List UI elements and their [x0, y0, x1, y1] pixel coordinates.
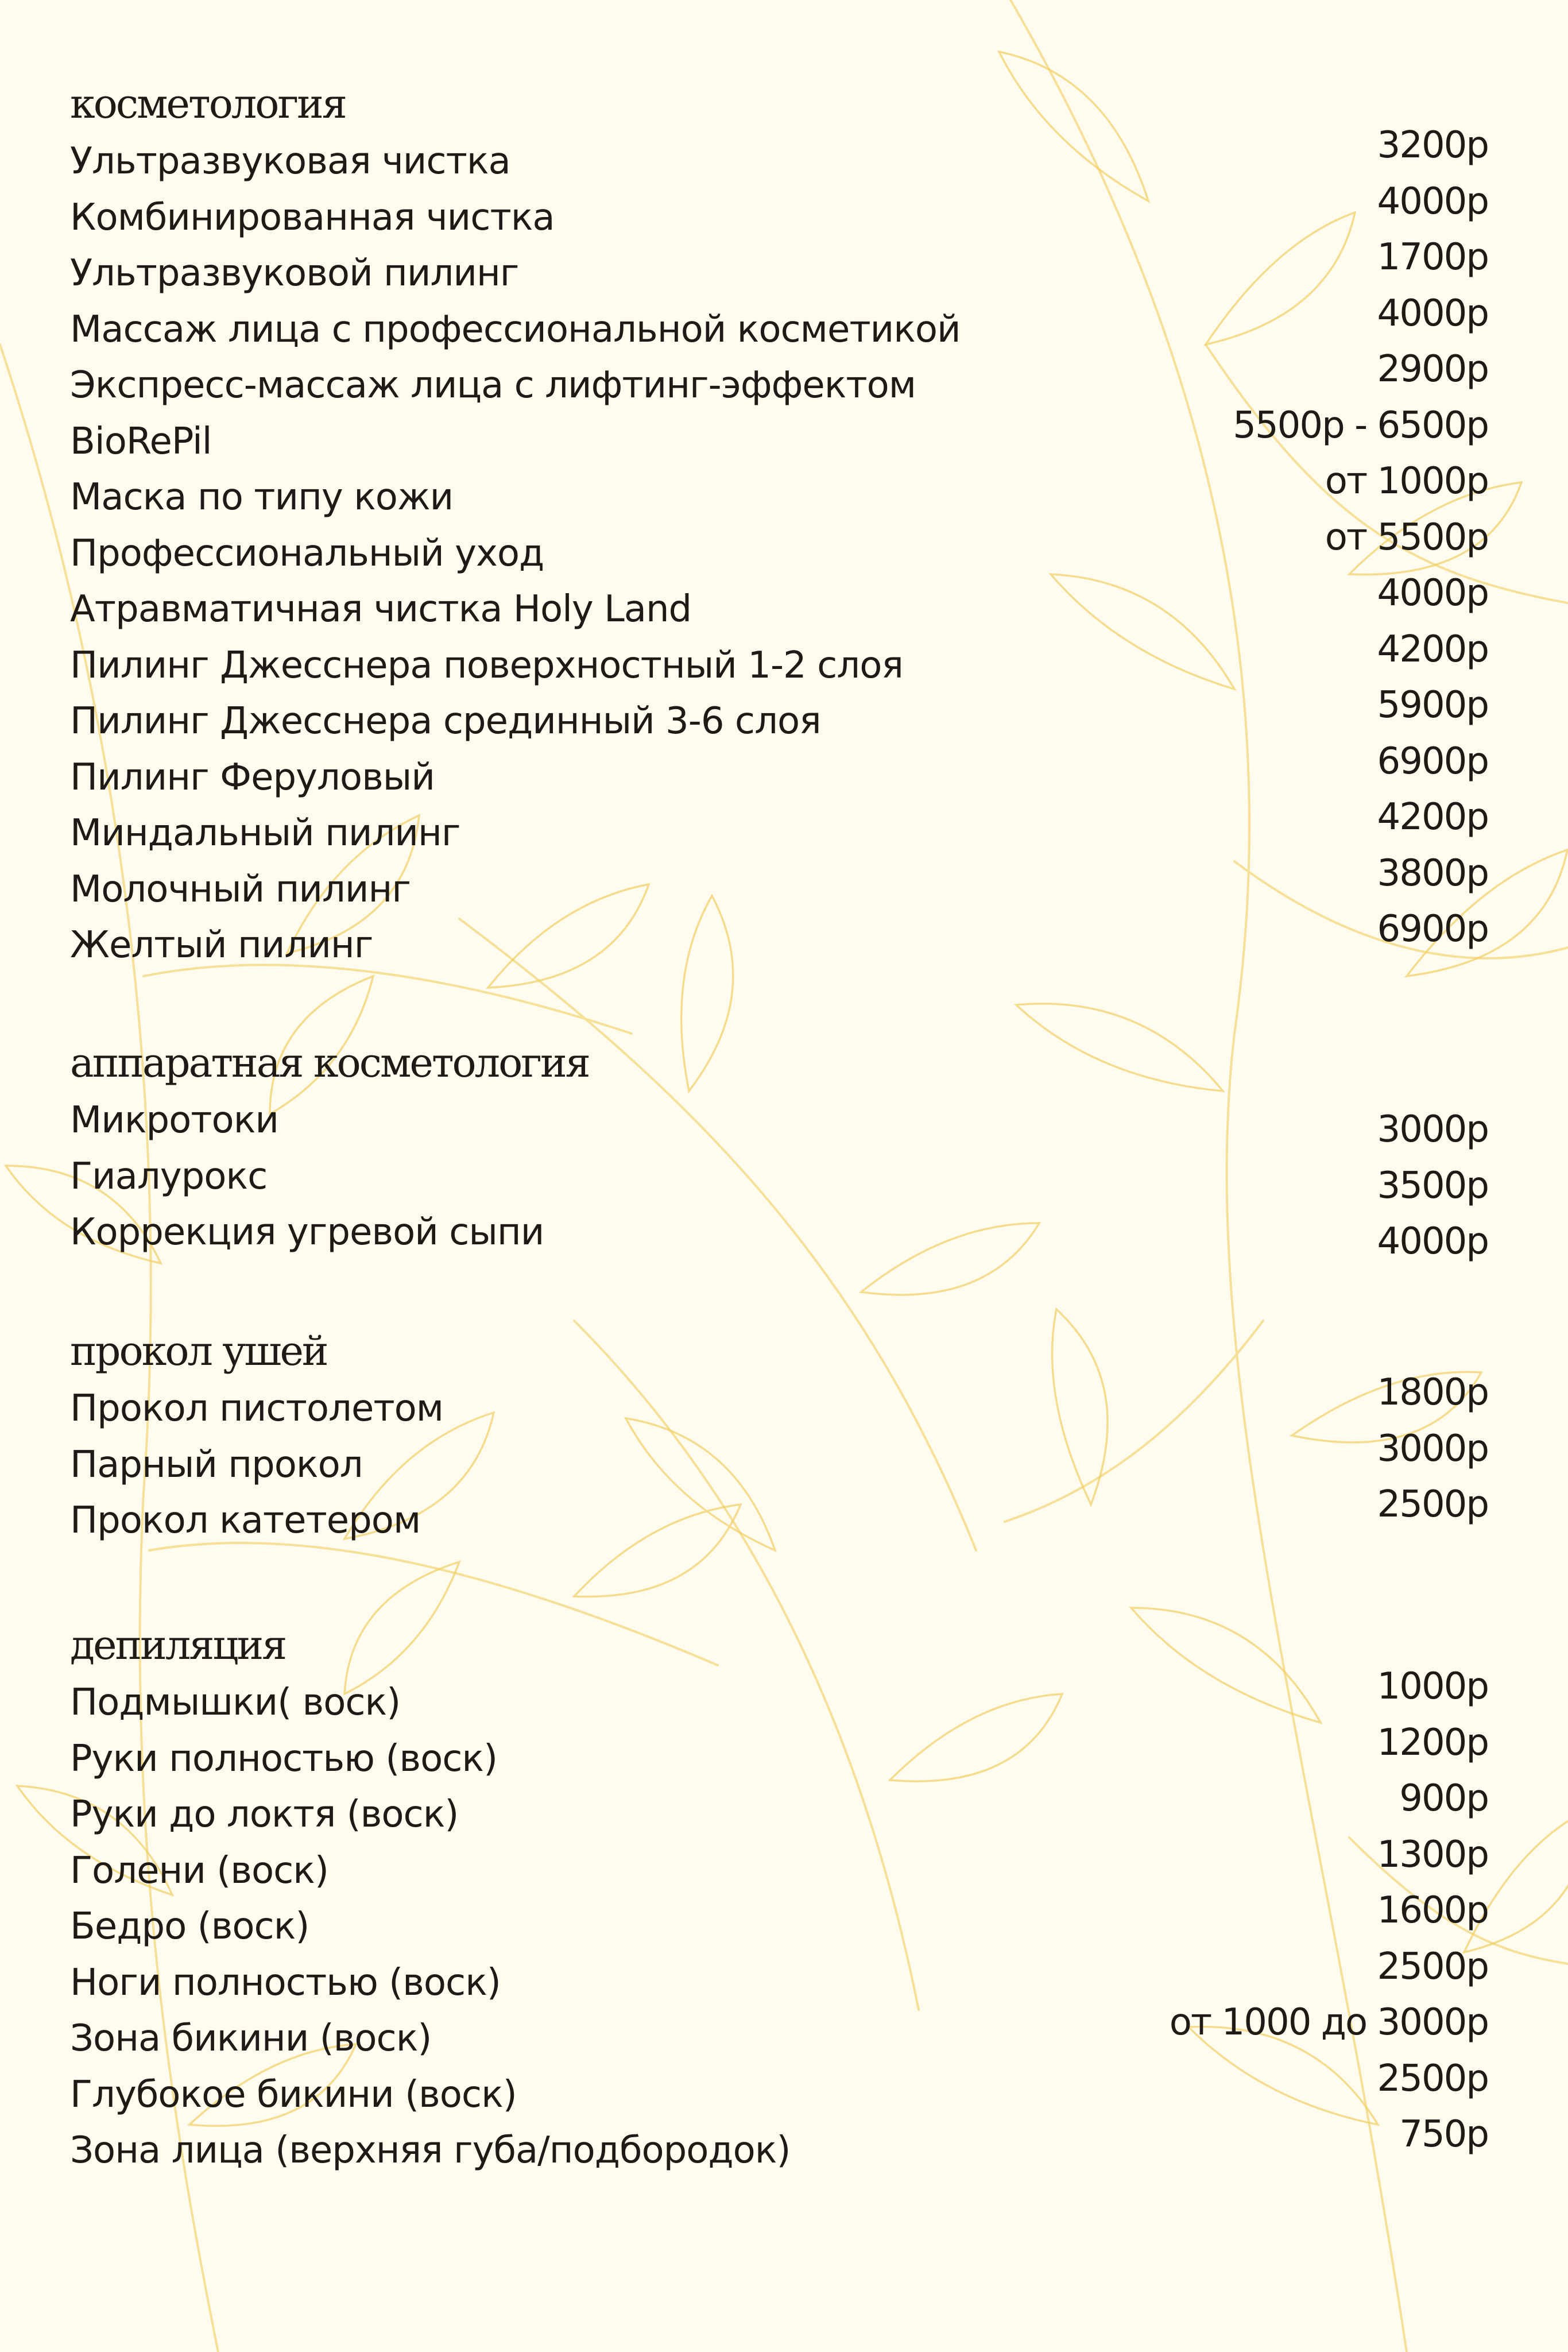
service-price: 1700р	[1377, 236, 1488, 278]
service-name: Парный прокол	[70, 1443, 363, 1486]
service-price: 1600р	[1377, 1889, 1488, 1932]
service-price: 1200р	[1377, 1721, 1488, 1764]
list-item	[70, 1211, 1488, 1270]
service-price: 6900р	[1377, 908, 1488, 950]
service-name: Прокол катетером	[70, 1499, 421, 1542]
service-name: Руки полностью (воск)	[70, 1737, 498, 1780]
service-price: 2500р	[1377, 1945, 1488, 1988]
service-price: 1000р	[1377, 1665, 1488, 1708]
service-price: 4000р	[1377, 180, 1488, 223]
service-name: BioRePil	[70, 420, 212, 463]
service-price: 1800р	[1377, 1371, 1488, 1414]
service-name: Гиалурокс	[70, 1155, 268, 1198]
list-item	[70, 908, 1488, 983]
service-price: 4200р	[1377, 796, 1488, 838]
service-price: 3200р	[1377, 124, 1488, 167]
service-name: Голени (воск)	[70, 1849, 328, 1892]
service-price: 6900р	[1377, 740, 1488, 783]
list-item	[70, 1721, 1488, 1797]
service-name: Ультразвуковой пилинг	[70, 252, 519, 295]
service-price: 4000р	[1377, 1220, 1488, 1263]
service-price: 3000р	[1377, 1108, 1488, 1151]
list-item	[70, 1777, 1488, 1852]
list-item	[70, 684, 1488, 759]
service-name: Ультразвуковая чистка	[70, 140, 510, 183]
section-depilation	[70, 1622, 1488, 2188]
list-item	[70, 2057, 1488, 2133]
service-name: Микротоки	[70, 1099, 278, 1142]
service-price: 5900р	[1377, 684, 1488, 726]
service-name: Массаж лица с профессиональной косметикой	[70, 308, 961, 351]
service-name: Руки до локтя (воск)	[70, 1793, 459, 1836]
service-price: от 1000р	[1325, 460, 1488, 502]
service-price: 4000р	[1377, 292, 1488, 335]
list-item	[70, 740, 1488, 815]
list-item	[70, 1889, 1488, 1964]
service-price: 3800р	[1377, 852, 1488, 895]
service-name: Атравматичная чистка Holy Land	[70, 588, 692, 630]
service-name: Глубокое бикини (воск)	[70, 2073, 517, 2116]
service-name: Пилинг Джесснера срединный 3-6 слоя	[70, 700, 821, 742]
section-title: прокол ушей	[70, 1328, 327, 1375]
service-price: 2500р	[1377, 2057, 1488, 2100]
service-name: Подмышки( воск)	[70, 1681, 401, 1724]
service-price: от 5500р	[1325, 516, 1488, 559]
list-item	[70, 1155, 1488, 1214]
service-name: Пилинг Джесснера поверхностный 1-2 слоя	[70, 644, 903, 687]
list-item	[70, 1099, 1488, 1158]
list-item	[70, 2001, 1488, 2076]
section-title: косметология	[70, 80, 346, 127]
list-item	[70, 1483, 1488, 1558]
list-item	[70, 628, 1488, 703]
list-item	[70, 1833, 1488, 1909]
service-name: Маска по типу кожи	[70, 476, 454, 519]
service-price: 3000р	[1377, 1427, 1488, 1470]
list-item	[70, 404, 1488, 479]
service-name: Пилинг Феруловый	[70, 756, 435, 799]
service-name: Молочный пилинг	[70, 868, 411, 911]
service-name: Бедро (воск)	[70, 1905, 309, 1948]
list-item	[70, 236, 1488, 311]
list-item	[70, 1371, 1488, 1446]
service-name: Комбинированная чистка	[70, 196, 555, 239]
service-price: от 1000 до 3000р	[1169, 2001, 1488, 2044]
list-item	[70, 1665, 1488, 1740]
service-price: 1300р	[1377, 1833, 1488, 1876]
service-price: 900р	[1399, 1777, 1488, 1820]
service-price: 4200р	[1377, 628, 1488, 671]
list-item	[70, 516, 1488, 591]
section-ear-piercing	[70, 1328, 1488, 1558]
list-item	[70, 852, 1488, 927]
service-price: 2500р	[1377, 1483, 1488, 1526]
list-item	[70, 124, 1488, 199]
service-name: Желтый пилинг	[70, 924, 373, 966]
service-name: Прокол пистолетом	[70, 1387, 444, 1430]
list-item	[70, 460, 1488, 535]
section-title: депиляция	[70, 1622, 286, 1669]
service-name: Ноги полностью (воск)	[70, 1961, 501, 2004]
section-cosmetology	[70, 80, 1488, 983]
service-price: 3500р	[1377, 1164, 1488, 1207]
list-item	[70, 292, 1488, 368]
service-price: 4000р	[1377, 572, 1488, 614]
list-item	[70, 2113, 1488, 2188]
service-name: Профессиональный уход	[70, 532, 544, 575]
list-item	[70, 1427, 1488, 1503]
list-item	[70, 180, 1488, 256]
service-name: Миндальный пилинг	[70, 812, 460, 854]
section-title: аппаратная косметология	[70, 1039, 589, 1086]
list-item	[70, 572, 1488, 647]
service-name: Зона бикини (воск)	[70, 2017, 432, 2060]
service-price: 5500р - 6500р	[1233, 404, 1488, 447]
list-item	[70, 796, 1488, 871]
service-price: 2900р	[1377, 348, 1488, 390]
service-name: Коррекция угревой сыпи	[70, 1211, 544, 1254]
service-name: Экспресс-массаж лица с лифтинг-эффектом	[70, 364, 916, 407]
section-hardware-cosmetology	[70, 1039, 1488, 1270]
service-name: Зона лица (верхняя губа/подбородок)	[70, 2129, 791, 2172]
service-price: 750р	[1399, 2113, 1488, 2156]
